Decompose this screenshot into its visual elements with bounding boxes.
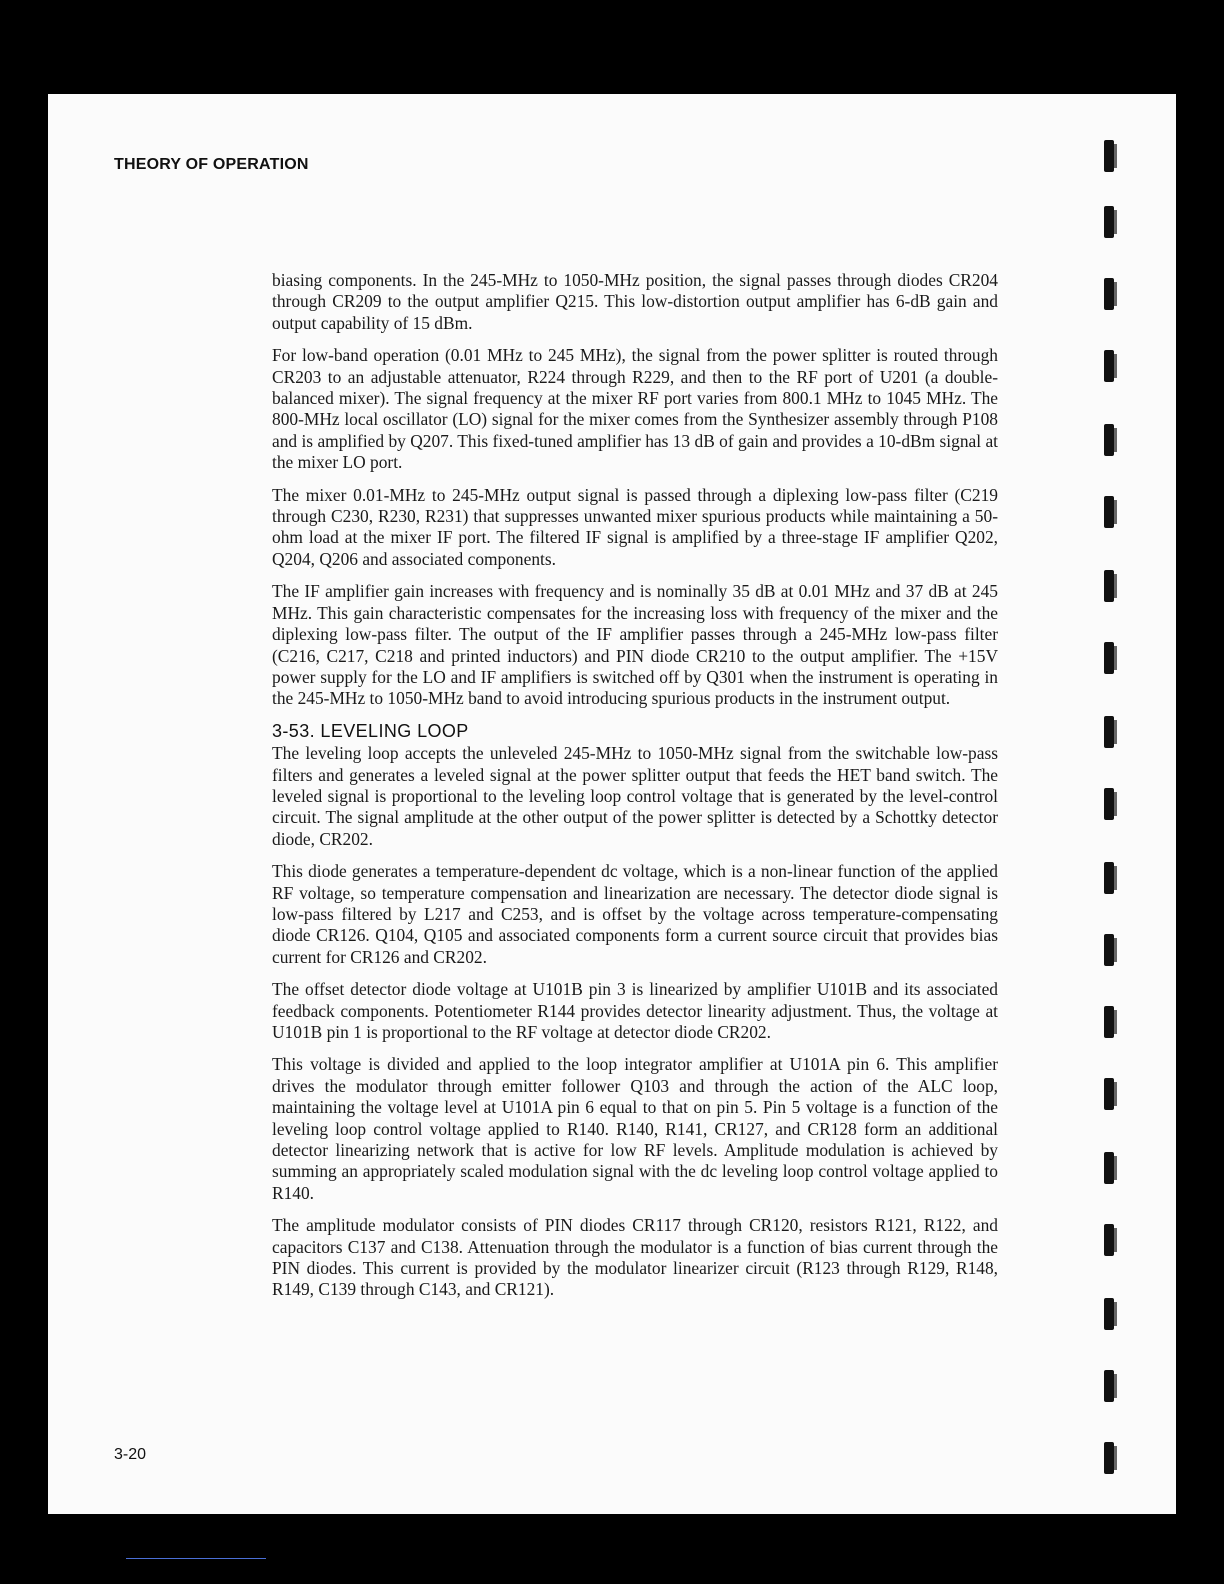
document-page xyxy=(48,94,1176,1514)
binder-mark xyxy=(1104,1078,1114,1110)
binder-mark xyxy=(1104,496,1114,528)
running-header: THEORY OF OPERATION xyxy=(114,156,309,173)
binder-mark xyxy=(1104,570,1114,602)
binder-mark xyxy=(1104,1224,1114,1256)
paragraph: biasing components. In the 245-MHz to 1050-MHz position, the signal passes through diodes CR204 through CR209 to the output amplifier Q215. This low-distortion output amplifier has 6-dB gain and output capability of 15 dBm. xyxy=(272,270,998,333)
binder-mark xyxy=(1104,350,1114,382)
paragraph: The mixer 0.01-MHz to 245-MHz output signal is passed through a diplexing low-pass filter (C219 through C230, R230, R231) that suppresses unwanted mixer spurious products while maintaining a 50-ohm load at the mixer IF port. The filtered IF signal is amplified by a three-stage IF amplifier Q202, Q204, Q206 and associated components. xyxy=(272,484,998,569)
binder-mark xyxy=(1104,716,1114,748)
binder-mark xyxy=(1104,1442,1114,1474)
paragraph: The amplitude modulator consists of PIN diodes CR117 through CR120, resistors R121, R122, and capacitors C137 and C138. Attenuation through the modulator is a function of bias current through the PIN diodes. This current is provided by the modulator linearizer circuit (R123 through R129, R148, R149, C139 through C143, and CR121). xyxy=(272,1215,998,1300)
binder-mark xyxy=(1104,788,1114,820)
binder-mark xyxy=(1104,140,1114,172)
paragraph: This diode generates a temperature-dependent dc voltage, which is a non-linear function of the applied RF voltage, so temperature compensation and linearization are necessary. The detector diode signal is low-pass filtered by L217 and C253, and is offset by the voltage across temperature-compensating diode CR126. Q104, Q105 and associated components form a current source circuit that provides bias current for CR126 and CR202. xyxy=(272,861,998,967)
binder-mark xyxy=(1104,1370,1114,1402)
body-text xyxy=(272,270,998,1312)
section-heading: 3-53. LEVELING LOOP xyxy=(272,720,469,741)
binder-mark xyxy=(1104,1298,1114,1330)
binder-mark xyxy=(1104,206,1114,238)
binder-edge-marks xyxy=(1100,140,1130,1480)
paragraph: This voltage is divided and applied to the loop integrator amplifier at U101A pin 6. This amplifier drives the modulator through emitter follower Q103 and through the action of the ALC loop, maintaining the voltage level at U101A pin 6 equal to that on pin 5. Pin 5 voltage is a function of the leveling loop control voltage applied to R140. R140, R141, CR127, and CR128 form an additional detector linearizing network that is active for low RF levels. Amplitude modulation is achieved by summing an appropriately scaled modulation signal with the dc leveling loop control voltage applied to R140. xyxy=(272,1054,998,1203)
binder-mark xyxy=(1104,1152,1114,1184)
binder-mark xyxy=(1104,934,1114,966)
binder-mark xyxy=(1104,278,1114,310)
paragraph: The leveling loop accepts the unleveled 245-MHz to 1050-MHz signal from the switchable low-pass filters and generates a leveled signal at the power splitter output that feeds the HET band switch. The leveled signal is proportional to the leveling loop control voltage that is generated by the level-control circuit. The signal amplitude at the other output of the power splitter is detected by a Schottky detector diode, CR202. xyxy=(272,743,998,849)
binder-mark xyxy=(1104,862,1114,894)
binder-mark xyxy=(1104,642,1114,674)
binder-mark xyxy=(1104,1006,1114,1038)
scan-artifact-line xyxy=(126,1558,266,1559)
paragraph: The offset detector diode voltage at U101B pin 3 is linearized by amplifier U101B and its associated feedback components. Potentiometer R144 provides detector linearity adjustment. Thus, the voltage at U101B pin 1 is proportional to the RF voltage at detector diode CR202. xyxy=(272,979,998,1042)
paragraph: The IF amplifier gain increases with frequency and is nominally 35 dB at 0.01 MHz and 37 dB at 245 MHz. This gain characteristic compensates for the increasing loss with frequency of the mixer and the diplexing low-pass filter. The output of the IF amplifier passes through a 245-MHz low-pass filter (C216, C217, C218 and printed inductors) and PIN diode CR210 to the output amplifier. The +15V power supply for the LO and IF amplifiers is switched off by Q301 when the instrument is operating in the 245-MHz to 1050-MHz band to avoid introducing spurious products in the instrument output. xyxy=(272,581,998,709)
paragraph: For low-band operation (0.01 MHz to 245 MHz), the signal from the power splitter is routed through CR203 to an adjustable attenuator, R224 through R229, and then to the RF port of U201 (a double-balanced mixer). The signal frequency at the mixer RF port varies from 800.1 MHz to 1045 MHz. The 800-MHz local oscillator (LO) signal for the mixer comes from the Synthesizer assembly through P108 and is amplified by Q207. This fixed-tuned amplifier has 13 dB of gain and provides a 10-dBm signal at the mixer LO port. xyxy=(272,345,998,473)
page-number: 3-20 xyxy=(114,1446,147,1463)
binder-mark xyxy=(1104,424,1114,456)
